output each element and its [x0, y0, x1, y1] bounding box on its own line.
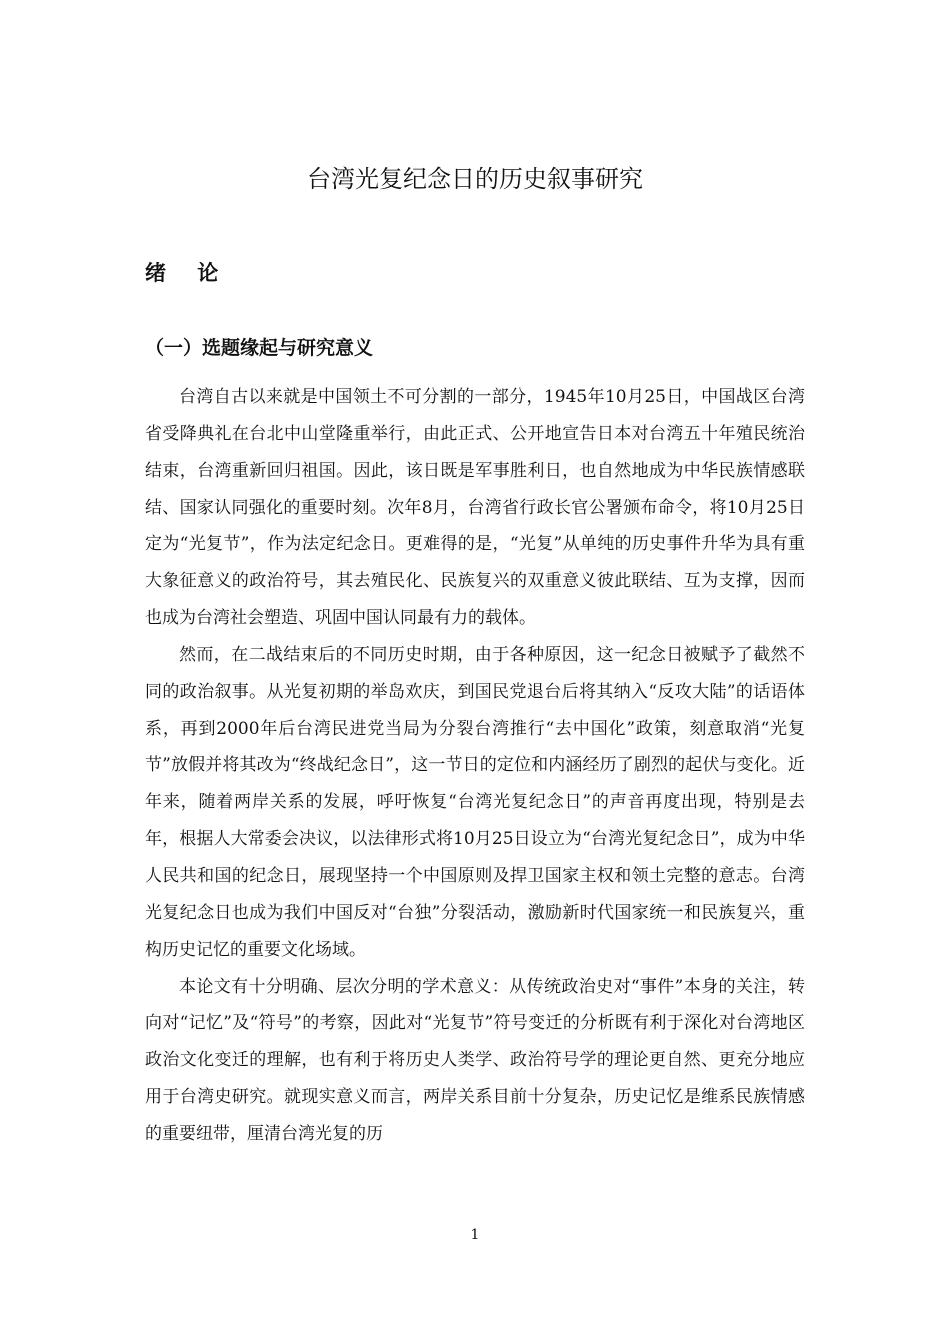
paper-title: 台湾光复纪念日的历史叙事研究	[307, 165, 643, 193]
body-text	[145, 379, 805, 1153]
paragraph-1: 台湾自古以来就是中国领土不可分割的一部分，1945年10月25日，中国战区台湾省受降典礼在台北中山堂隆重举行，由此正式、公开地宣告日本对台湾五十年殖民统治结束，台湾重新回归祖国。因此，该日既是军事胜利日，也自然地成为中华民族情感联结、国家认同强化的重要时刻。次年8月，台湾省行政长官公署颁布命令，将10月25日定为“光复节”，作为法定纪念日。更难得的是，“光复”从单纯的历史事件升华为具有重大象征意义的政治符号，其去殖民化、民族复兴的双重意义彼此联结、互为支撑，因而也成为台湾社会塑造、巩固中国认同最有力的载体。	[145, 387, 805, 629]
paragraph-2: 然而，在二战结束后的不同历史时期，由于各种原因，这一纪念日被赋予了截然不同的政治叙事。从光复初期的举岛欢庆，到国民党退台后将其纳入“反攻大陆”的话语体系，再到2000年后台湾民进党当局为分裂台湾推行“去中国化”政策，刻意取消“光复节”放假并将其改为“终战纪念日”，这一节日的定位和内涵经历了剧烈的起伏与变化。近年来，随着两岸关系的发展，呼吁恢复“台湾光复纪念日”的声音再度出现，特别是去年，根据人大常委会决议，以法律形式将10月25日设立为“台湾光复纪念日”，成为中华人民共和国的纪念日，展现坚持一个中国原则及捍卫国家主权和领土完整的意志。台湾光复纪念日也成为我们中国反对“台独”分裂活动，激励新时代国家统一和民族复兴，重构历史记忆的重要文化场域。	[145, 644, 805, 960]
chapter-heading: 绪 论	[145, 261, 231, 285]
section-heading: （一）选题缘起与研究意义	[145, 337, 374, 359]
page-number: 1	[470, 1227, 480, 1243]
paragraph-3: 本论文有十分明确、层次分明的学术意义：从传统政治史对“事件”本身的关注，转向对“记忆”及“符号”的考察，因此对“光复节”符号变迁的分析既有利于深化对台湾地区政治文化变迁的理解，也有利于将历史人类学、政治符号学的理论更自然、更充分地应用于台湾史研究。就现实意义而言，两岸关系目前十分复杂，历史记忆是维系民族情感的重要纽带，厘清台湾光复的历	[145, 976, 805, 1144]
